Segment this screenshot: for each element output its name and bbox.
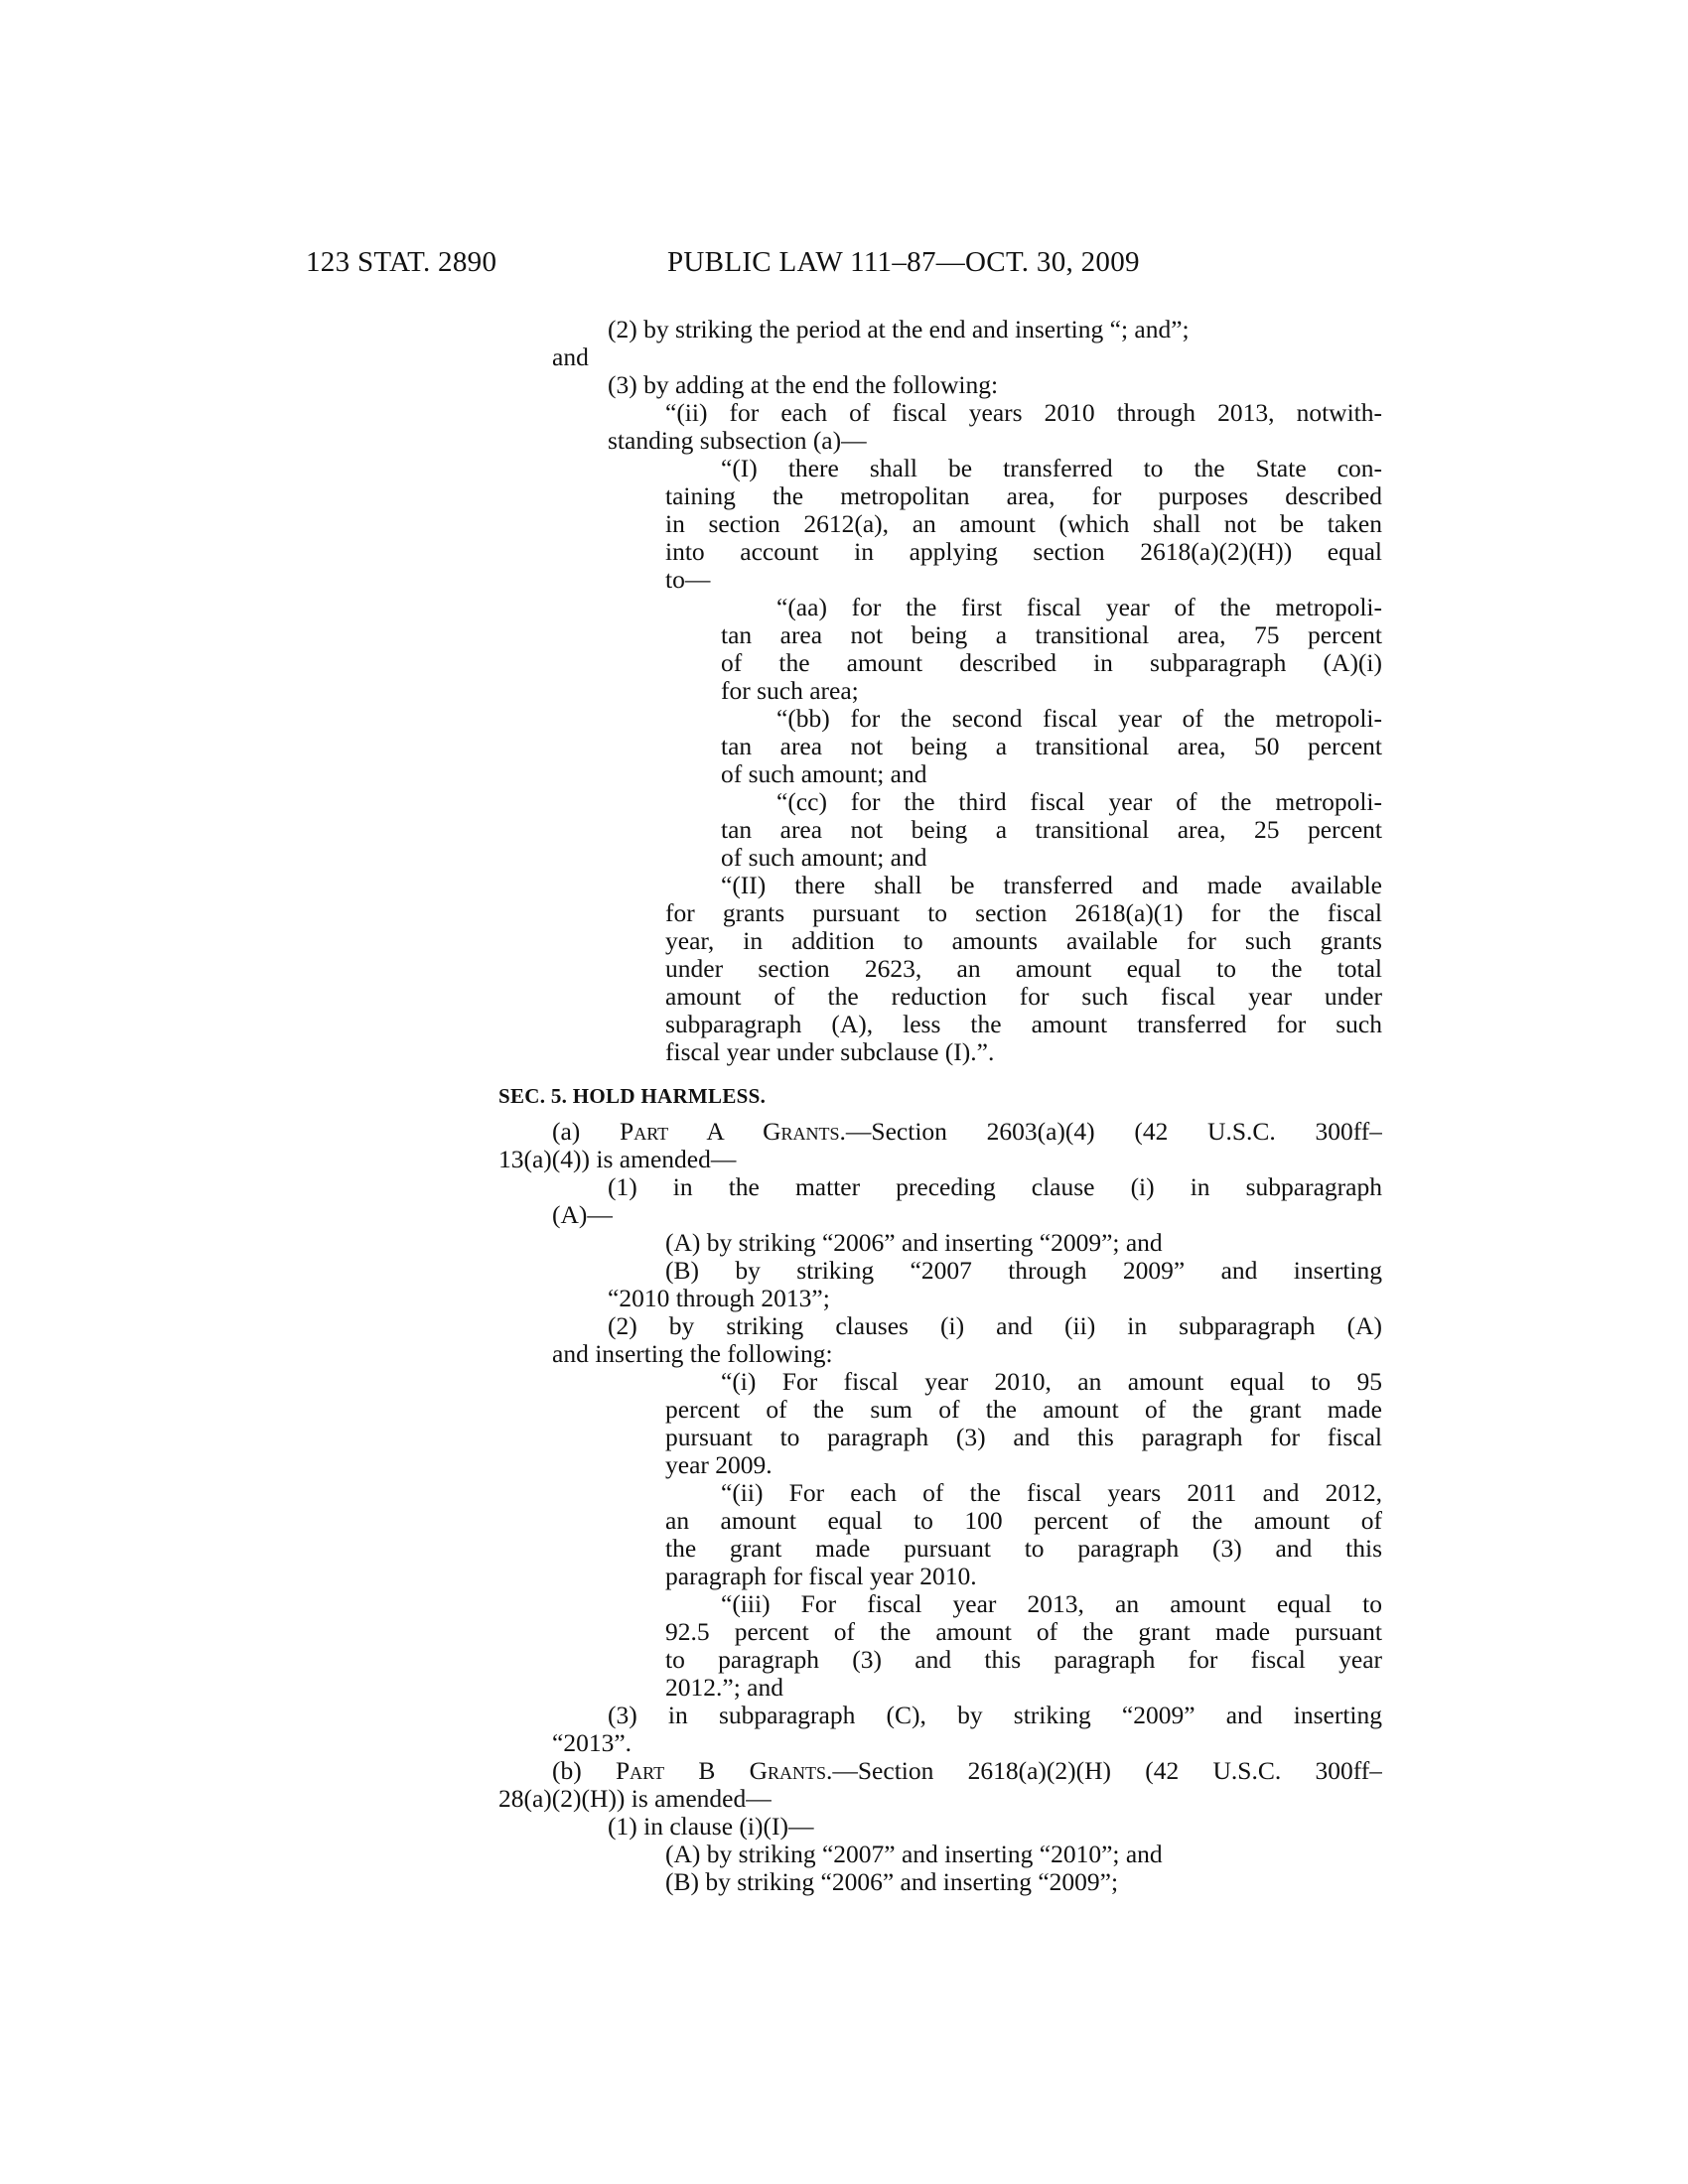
- text-line: (2) by striking clauses (i) and (ii) in subparagraph (A): [608, 1312, 1382, 1340]
- text-line: “(I) there shall be transferred to the State con-: [721, 455, 1382, 482]
- text-line: “(cc) for the third fiscal year of the metropoli-: [776, 788, 1382, 816]
- text-line: “(aa) for the first fiscal year of the metropoli-: [776, 594, 1382, 621]
- text-line: taining the metropolitan area, for purposes described: [665, 482, 1382, 510]
- text-line: “(iii) For fiscal year 2013, an amount equal to: [721, 1590, 1382, 1618]
- text-line: (A)—: [552, 1200, 613, 1229]
- text-line: (2) by striking the period at the end and inserting “; and”;: [608, 315, 1190, 343]
- text-line: paragraph for fiscal year 2010.: [665, 1562, 977, 1590]
- text-line: of such amount; and: [721, 759, 927, 788]
- subsection-part-a: [552, 1118, 1382, 1146]
- text-line: fiscal year under subclause (I).”.: [665, 1037, 995, 1066]
- text-line: (B) by striking “2007 through 2009” and inserting: [665, 1257, 1382, 1285]
- page-header: [306, 246, 1299, 286]
- subsection-text: .—Section 2603(a)(4) (42 U.S.C. 300ff–: [839, 1118, 1382, 1146]
- text-line: percent of the sum of the amount of the grant made: [665, 1396, 1382, 1424]
- text-line: “(i) For fiscal year 2010, an amount equal to 95: [721, 1368, 1382, 1396]
- statute-page-number: 123 STAT. 2890: [306, 246, 497, 278]
- text-line: and: [552, 342, 589, 371]
- text-line: standing subsection (a)—: [608, 426, 867, 455]
- text-line: (1) in the matter preceding clause (i) in subparagraph: [608, 1173, 1382, 1201]
- text-line: the grant made pursuant to paragraph (3) and this: [665, 1535, 1382, 1563]
- text-line: of such amount; and: [721, 843, 927, 872]
- text-line: to paragraph (3) and this paragraph for fiscal year: [665, 1646, 1382, 1674]
- text-line: in section 2612(a), an amount (which shall not be taken: [665, 510, 1382, 538]
- text-line: amount of the reduction for such fiscal year under: [665, 983, 1382, 1011]
- text-line: for such area;: [721, 676, 859, 705]
- text-line: “(II) there shall be transferred and made available: [721, 872, 1382, 899]
- text-line: 13(a)(4)) is amended—: [498, 1145, 737, 1173]
- text-line: of the amount described in subparagraph (A)(i): [721, 649, 1382, 677]
- subsection-label: (a): [552, 1118, 621, 1146]
- text-line: “(ii) For each of the fiscal years 2011 and 2012,: [721, 1479, 1382, 1507]
- text-line: (A) by striking “2007” and inserting “2010”; and: [665, 1840, 1163, 1868]
- subsection-caption: Part A Grants: [620, 1118, 840, 1146]
- text-line: tan area not being a transitional area, 75 percent: [721, 621, 1382, 649]
- running-head: PUBLIC LAW 111–87—OCT. 30, 2009: [667, 246, 1140, 278]
- text-line: tan area not being a transitional area, 50 percent: [721, 733, 1382, 760]
- text-line: under section 2623, an amount equal to the total: [665, 955, 1382, 983]
- subsection-part-b: [552, 1757, 1382, 1785]
- text-line: (3) by adding at the end the following:: [608, 370, 999, 399]
- text-line: (A) by striking “2006” and inserting “2009”; and: [665, 1228, 1163, 1257]
- text-line: year 2009.: [665, 1450, 773, 1479]
- text-line: “2013”.: [552, 1728, 633, 1757]
- text-line: into account in applying section 2618(a)(2)(H)) equal: [665, 538, 1382, 566]
- text-line: “2010 through 2013”;: [608, 1284, 830, 1312]
- text-line: 92.5 percent of the amount of the grant made pursuant: [665, 1618, 1382, 1646]
- text-line: “(ii) for each of fiscal years 2010 through 2013, notwith-: [665, 399, 1382, 427]
- text-line: pursuant to paragraph (3) and this paragraph for fiscal: [665, 1424, 1382, 1451]
- text-line: year, in addition to amounts available for such grants: [665, 927, 1382, 955]
- text-line: 2012.”; and: [665, 1673, 783, 1702]
- text-line: (3) in subparagraph (C), by striking “2009” and inserting: [608, 1702, 1382, 1729]
- text-line: “(bb) for the second fiscal year of the metropoli-: [776, 705, 1382, 733]
- text-line: (1) in clause (i)(I)—: [608, 1812, 814, 1841]
- subsection-caption: Part B Grants: [615, 1757, 826, 1785]
- text-line: 28(a)(2)(H)) is amended—: [498, 1784, 772, 1813]
- text-line: and inserting the following:: [552, 1339, 833, 1368]
- text-line: for grants pursuant to section 2618(a)(1) for the fiscal: [665, 899, 1382, 927]
- text-line: tan area not being a transitional area, 25 percent: [721, 816, 1382, 844]
- text-line: subparagraph (A), less the amount transferred for such: [665, 1011, 1382, 1038]
- subsection-text: .—Section 2618(a)(2)(H) (42 U.S.C. 300ff–: [826, 1757, 1382, 1785]
- subsection-label: (b): [552, 1757, 616, 1785]
- text-line: an amount equal to 100 percent of the amount of: [665, 1507, 1382, 1535]
- section-heading: SEC. 5. HOLD HARMLESS.: [498, 1084, 767, 1108]
- text-line: to—: [665, 565, 711, 594]
- text-line: (B) by striking “2006” and inserting “2009”;: [665, 1867, 1119, 1896]
